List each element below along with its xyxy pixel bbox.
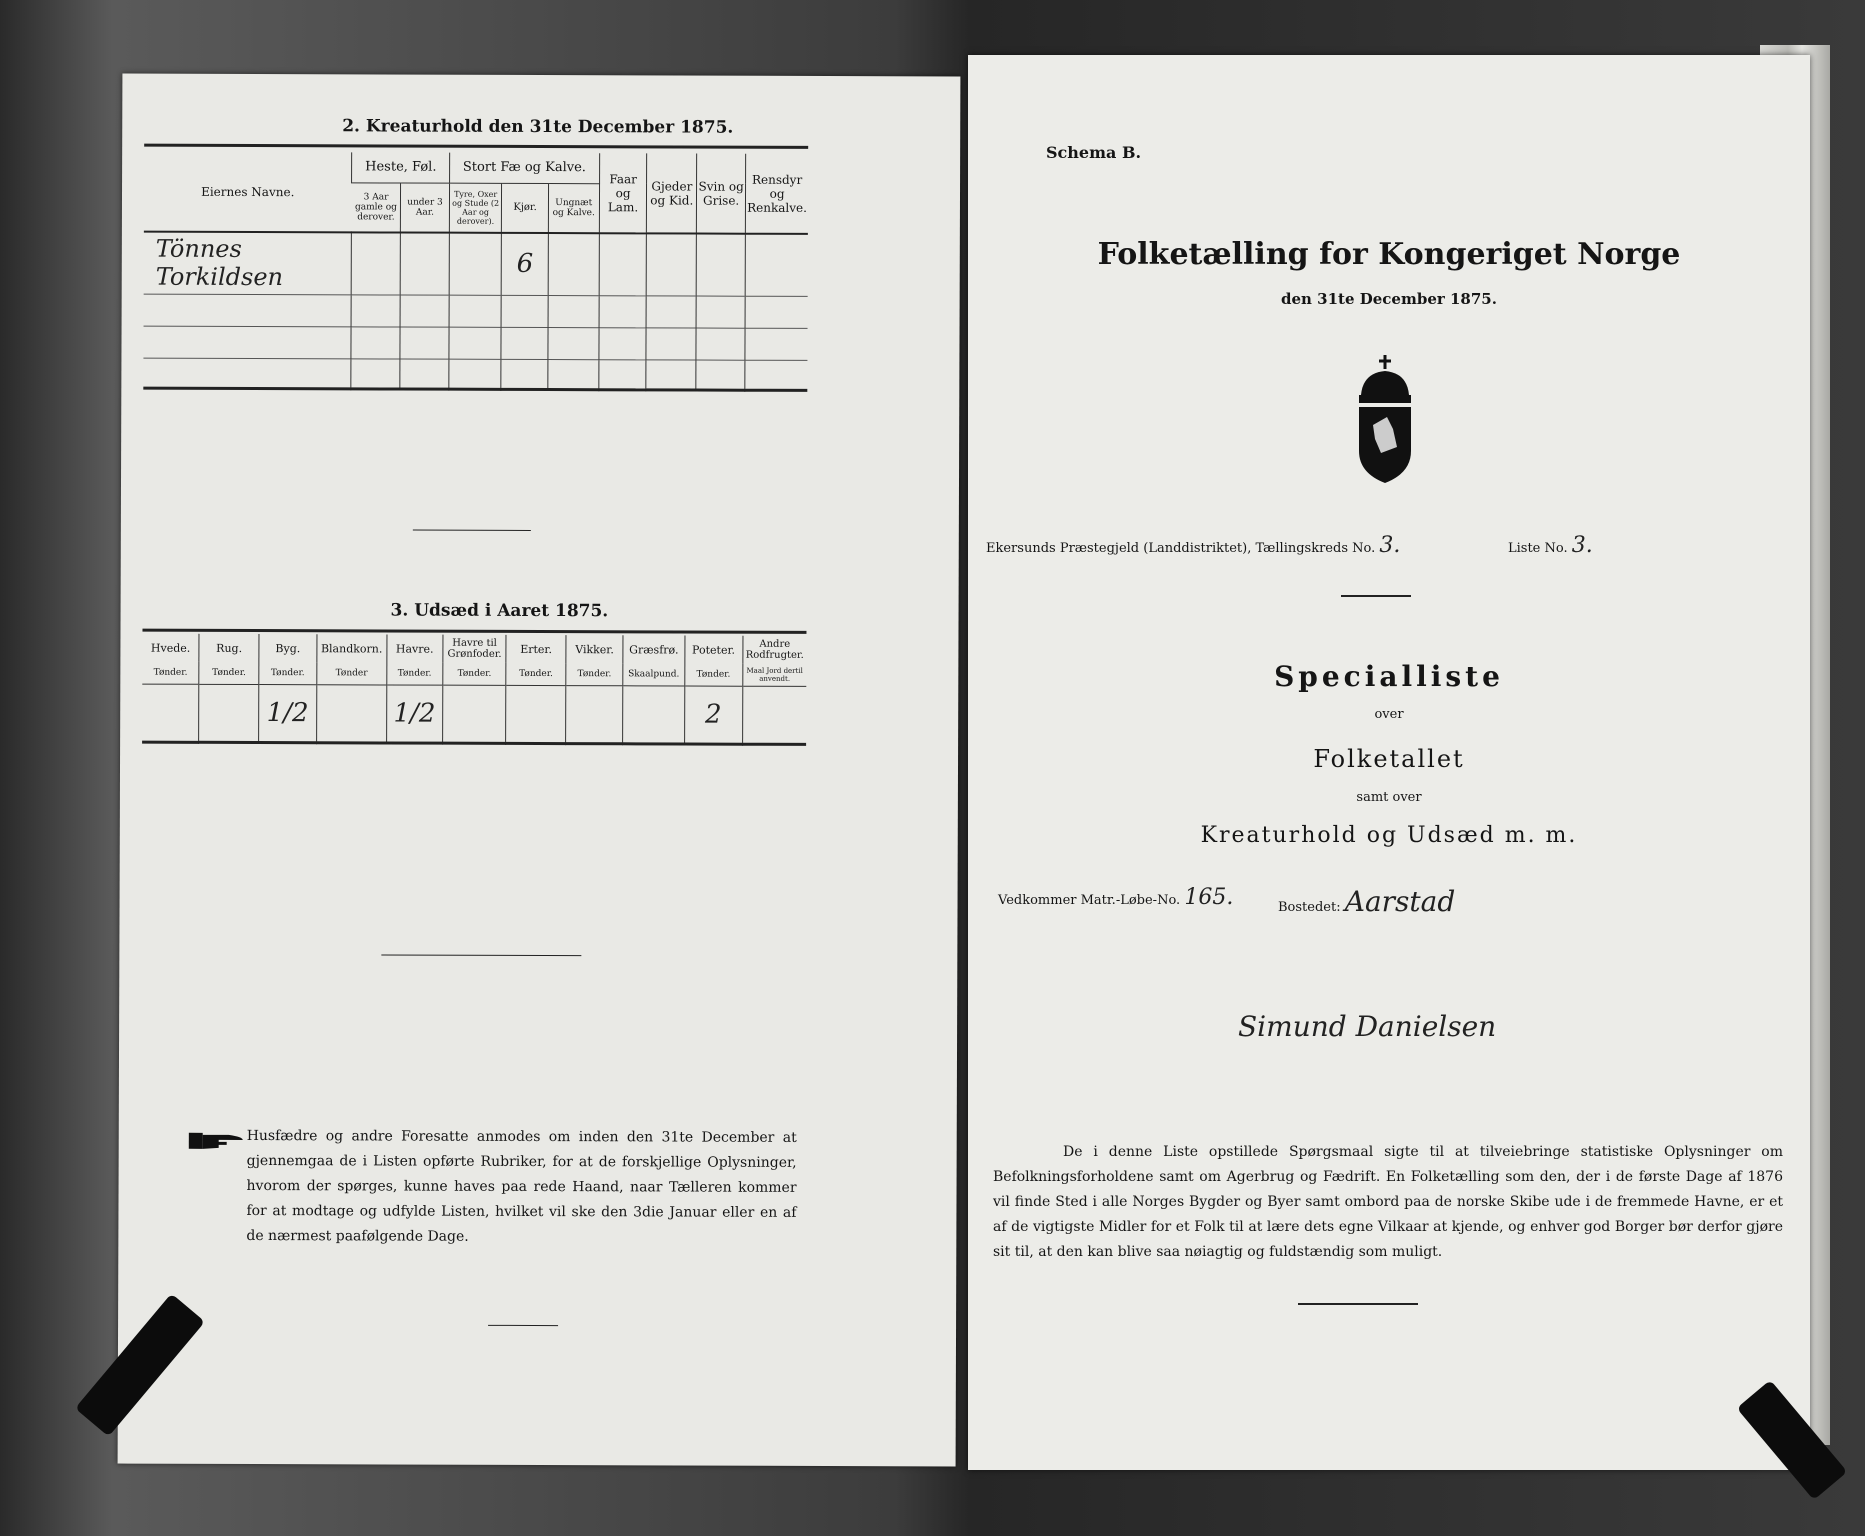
special-heading: Specialliste [1274,660,1504,693]
sow-value: 1/2 [386,684,442,742]
group-horses: Heste, Føl. [352,152,450,182]
sowing-table [142,634,806,746]
col-cows: Kjør. [502,183,549,233]
col-reindeer: Rensdyr og Renkalve. [745,154,808,234]
list-label: Liste No. [1508,541,1568,556]
section3-title: 3. Udsæd i Aaret 1875. [390,600,609,622]
signature: Simund Danielsen [1238,1010,1497,1043]
right-page [968,55,1810,1470]
sow-unit: Tønder. [443,663,507,685]
left-page [118,74,961,1467]
sow-col: Havre til Grønfoder. [443,635,507,663]
col-horses-young: under 3 Aar. [400,183,449,233]
district-number: 3. [1379,533,1401,558]
norwegian-coat-of-arms-icon [1353,355,1417,489]
over-text: over [1374,707,1404,722]
rule [1298,1303,1418,1305]
sow-value [443,685,507,743]
sow-col: Erter. [506,635,566,663]
schema-label: Schema B. [1046,143,1142,162]
sow-col: Hvede. [150,641,191,655]
bosted-value: Aarstad [1344,885,1456,918]
sow-unit: Skaalpund. [623,663,684,685]
sow-value [742,686,806,744]
kreaturhold-text: Kreaturhold og Udsæd m. m. [1200,823,1578,848]
matr-number: 165. [1184,885,1234,910]
cows-value: 6 [501,233,548,295]
pointing-hand-icon [189,1129,245,1157]
list-line [1508,533,1593,558]
sow-col: Byg. [259,634,317,662]
section2-title: 2. Kreaturhold den 31te December 1875. [342,116,734,138]
bosted-line [1278,885,1455,918]
col-pigs: Svin og Grise. [697,154,746,234]
rule [413,530,531,531]
owner-name: Tönnes Torkildsen [155,234,284,292]
sow-col: Vikker. [566,635,623,663]
rule [144,144,808,149]
sow-col: Rug. [199,634,259,662]
rule [488,1325,558,1326]
sow-value [566,685,623,743]
sow-unit: Tønder. [684,664,742,686]
sow-unit: Tønder. [259,662,317,684]
sow-value [623,685,685,743]
col-goats: Gjeder og Kid. [647,153,697,233]
col-bulls: Tyre, Oxer og Stude (2 Aar og derover). [449,183,502,233]
matr-line [998,885,1233,910]
district-line [986,533,1400,558]
sow-value [142,684,199,742]
livestock-table [143,152,808,392]
sow-col: Blandkorn. [317,634,387,662]
matr-label: Vedkommer Matr.-Løbe-No. [998,893,1181,908]
sow-value: 1/2 [259,684,317,742]
sow-unit: Tønder. [566,663,623,685]
census-date: den 31te December 1875. [1281,290,1497,308]
sow-unit: Tønder. [386,662,442,684]
sow-value: 2 [684,686,742,744]
sow-value [199,684,259,742]
sow-value [506,685,566,743]
col-horses-old: 3 Aar gamle og derover. [354,192,397,223]
sow-value [316,684,386,742]
sow-unit: Tønder. [199,662,259,684]
sow-unit: Tønder [317,662,387,684]
bosted-label: Bostedet: [1278,900,1341,915]
notice-text: Husfædre og andre Foresatte anmodes om inden den 31te December at gjennemgaa de i Listen opførte Rubriker, for at de forskjellige Oplysninger, hvorom der spørges, kunne haves paa rede Haand, naar Tælleren kommer for at modtage og udfylde Listen, hvilket vil ske den 3die Januar eller en af de nærmest paafølgende Dage. [246,1127,797,1245]
sow-col: Andre Rodfrugter. [743,636,807,664]
sow-unit: Tønder. [506,663,566,685]
sow-col: Græsfrø. [623,635,684,663]
col-sheep: Faar og Lam. [599,153,647,233]
col-young-cattle: Ungnæt og Kalve. [548,183,599,233]
samt-over-text: samt over [1356,790,1422,805]
rule [381,954,581,956]
district-label: Ekersunds Præstegjeld (Landdistriktet), Tællingskreds No. [986,541,1376,556]
sow-unit: Maal Jord dertil anvendt. [742,664,806,686]
group-cattle: Stort Fæ og Kalve. [450,153,600,184]
col-owner: Eiernes Navne. [201,184,295,199]
sow-col: Havre. [386,634,442,662]
sow-col: Poteter. [684,636,742,664]
sow-unit: Tønder. [153,667,188,678]
footnote-text: De i denne Liste opstillede Spørgsmaal sigte til at tilveiebringe statistiske Oplysninger om Befolkningsforholdene samt om Agerbrug og Fædrift. En Folketælling som den, der i de første Dage af 1876 vil finde Sted i alle Norges Bygder og Byer samt ombord paa de norske Skibe ude i de fremmede Havne, er et af de vigtigste Midler for et Folk til at lære dets egne Vilkaar at kjende, og enhver god Borger bør derfor gjøre sit til, at den kan blive saa nøiagtig og fuldstændig som muligt. [993,1144,1783,1260]
page-title: Folketælling for Kongeriget Norge [1097,237,1681,272]
folketallet-text: Folketallet [1313,745,1465,773]
list-number: 3. [1571,533,1593,558]
rule [1341,595,1411,597]
